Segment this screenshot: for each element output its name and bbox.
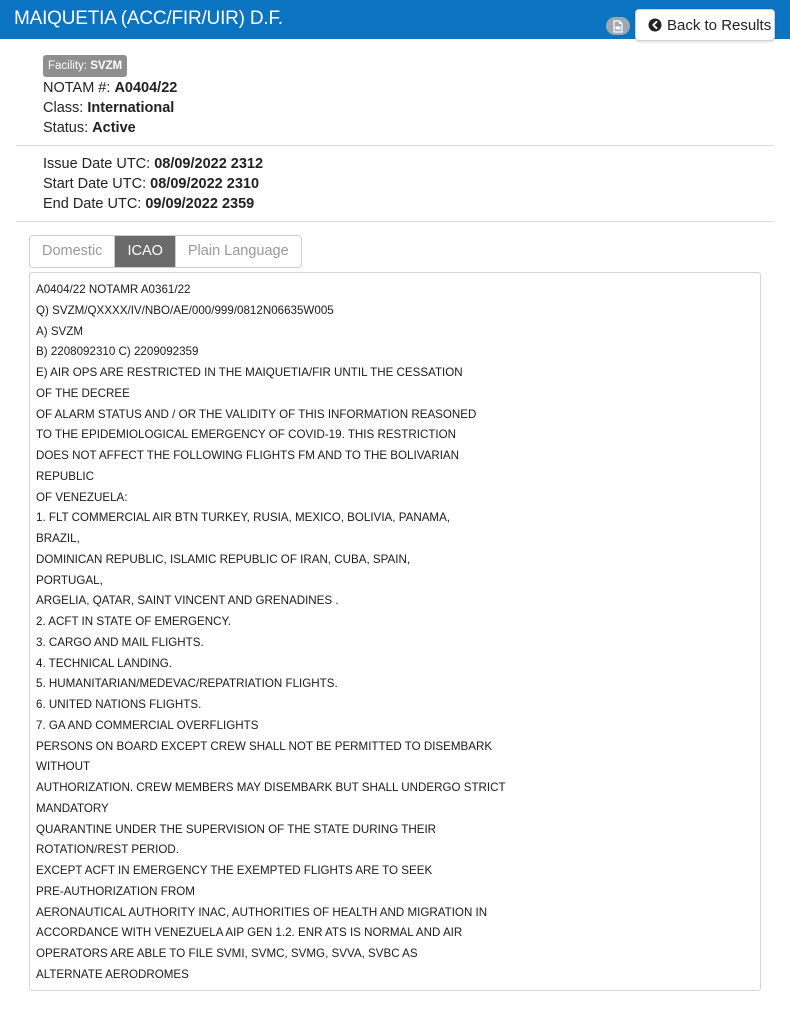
notam-text-line: A0404/22 NOTAMR A0361/22	[36, 283, 191, 296]
facility-label: Facility:	[48, 60, 87, 72]
start-date-label: Start Date UTC:	[43, 176, 147, 192]
notam-text-line: 5. HUMANITARIAN/MEDEVAC/REPATRIATION FLIGHTS.	[36, 677, 338, 691]
notam-text-line: ROTATION/REST PERIOD.	[36, 843, 180, 857]
issue-date-value: 08/09/2022 2312	[154, 156, 264, 172]
notam-text-line: PERSONS ON BOARD EXCEPT CREW SHALL NOT BE PERMITTED TO DISEMBARK	[36, 739, 493, 753]
notam-text-line: QUARANTINE UNDER THE SUPERVISION OF THE STATE DURING THEIR	[36, 822, 437, 836]
class-value: International	[87, 100, 175, 116]
back-to-results-button[interactable]	[635, 9, 775, 41]
page-header	[0, 0, 790, 39]
section-divider	[16, 145, 774, 146]
notam-text-panel	[29, 272, 761, 991]
notam-text-line: REPUBLIC	[36, 469, 94, 483]
notam-text-line: 3. CARGO AND MAIL FLIGHTS.	[36, 635, 204, 649]
notam-text-line: 1. FLT COMMERCIAL AIR BTN TURKEY, RUSIA, MEXICO, BOLIVIA, PANAMA,	[36, 511, 451, 525]
end-date-row	[43, 196, 254, 212]
issue-date-row	[43, 156, 263, 172]
format-tabs	[29, 235, 302, 268]
section-divider	[16, 221, 774, 222]
notam-text-line: OF ALARM STATUS AND / OR THE VALIDITY OF THIS INFORMATION REASONED	[36, 407, 477, 421]
arrow-circle-left-icon	[648, 18, 662, 32]
class-label: Class:	[43, 100, 84, 116]
notam-text-line: BRAZIL,	[36, 532, 80, 545]
page-title: MAIQUETIA (ACC/FIR/UIR) D.F.	[14, 8, 283, 29]
notam-text-line: ARGELIA, QATAR, SAINT VINCENT AND GRENADINES .	[36, 594, 339, 608]
notam-text-line: EXCEPT ACFT IN EMERGENCY THE EXEMPTED FLIGHTS ARE TO SEEK	[36, 864, 433, 877]
start-date-row	[43, 176, 259, 192]
notam-number-row	[43, 80, 177, 96]
facility-badge	[43, 55, 127, 77]
notam-text-line: OPERATORS ARE ABLE TO FILE SVMI, SVMC, SVMG, SVVA, SVBC AS	[36, 947, 418, 960]
notam-text-line: A) SVZM	[36, 324, 84, 338]
notam-text-line: MANDATORY	[36, 801, 109, 815]
notam-number-label: NOTAM #:	[43, 80, 111, 96]
notam-text-line: TO THE EPIDEMIOLOGICAL EMERGENCY OF COVID-19. THIS RESTRICTION	[36, 428, 457, 442]
notam-text-line: WITHOUT	[36, 760, 91, 774]
notam-text-line: B) 2208092310 C) 2209092359	[36, 345, 199, 359]
notam-text-line: 4. TECHNICAL LANDING.	[36, 656, 172, 670]
notam-text-line: ACCORDANCE WITH VENEZUELA AIP GEN 1.2. ENR ATS IS NORMAL AND AIR	[36, 926, 463, 940]
status-label: Status:	[43, 120, 89, 136]
notam-text-line: Q) SVZM/QXXXX/IV/NBO/AE/000/999/0812N06635W005	[36, 303, 334, 317]
notam-text-line: 7. GA AND COMMERCIAL OVERFLIGHTS	[36, 718, 259, 732]
notam-text-line: AERONAUTICAL AUTHORITY INAC, AUTHORITIES OF HEALTH AND MIGRATION IN	[36, 905, 488, 919]
notam-text-line: OF THE DECREE	[36, 386, 130, 400]
facility-value: SVZM	[90, 60, 123, 72]
class-row	[43, 100, 174, 116]
pdf-file-icon	[612, 20, 624, 33]
notam-text-line: PRE-AUTHORIZATION FROM	[36, 884, 195, 898]
notam-text-line: 2. ACFT IN STATE OF EMERGENCY.	[36, 615, 231, 628]
start-date-value: 08/09/2022 2310	[150, 176, 260, 192]
notam-text-line: OF VENEZUELA:	[36, 490, 128, 504]
notam-text-line: AUTHORIZATION. CREW MEMBERS MAY DISEMBARK BUT SHALL UNDERGO STRICT	[36, 781, 506, 794]
end-date-value: 09/09/2022 2359	[145, 196, 255, 212]
pdf-button[interactable]	[606, 17, 630, 35]
end-date-label: End Date UTC:	[43, 196, 142, 212]
notam-text-line: DOMINICAN REPUBLIC, ISLAMIC REPUBLIC OF IRAN, CUBA, SPAIN,	[36, 552, 411, 566]
notam-text-line: 6. UNITED NATIONS FLIGHTS.	[36, 698, 202, 711]
tab-icao[interactable]: ICAO	[114, 236, 174, 267]
notam-text-line: DOES NOT AFFECT THE FOLLOWING FLIGHTS FM AND TO THE BOLIVARIAN	[36, 449, 460, 462]
notam-text-line: PORTUGAL,	[36, 573, 103, 587]
status-row	[43, 120, 136, 136]
status-value: Active	[92, 120, 136, 136]
notam-text-line: E) AIR OPS ARE RESTRICTED IN THE MAIQUETIA/FIR UNTIL THE CESSATION	[36, 366, 463, 379]
back-to-results-label: Back to Results	[667, 16, 772, 34]
notam-number-value: A0404/22	[114, 80, 178, 96]
issue-date-label: Issue Date UTC:	[43, 156, 151, 172]
tab-plain-language[interactable]: Plain Language	[175, 236, 301, 267]
notam-text-line: ALTERNATE AERODROMES	[36, 967, 189, 981]
tab-domestic[interactable]: Domestic	[30, 236, 114, 267]
